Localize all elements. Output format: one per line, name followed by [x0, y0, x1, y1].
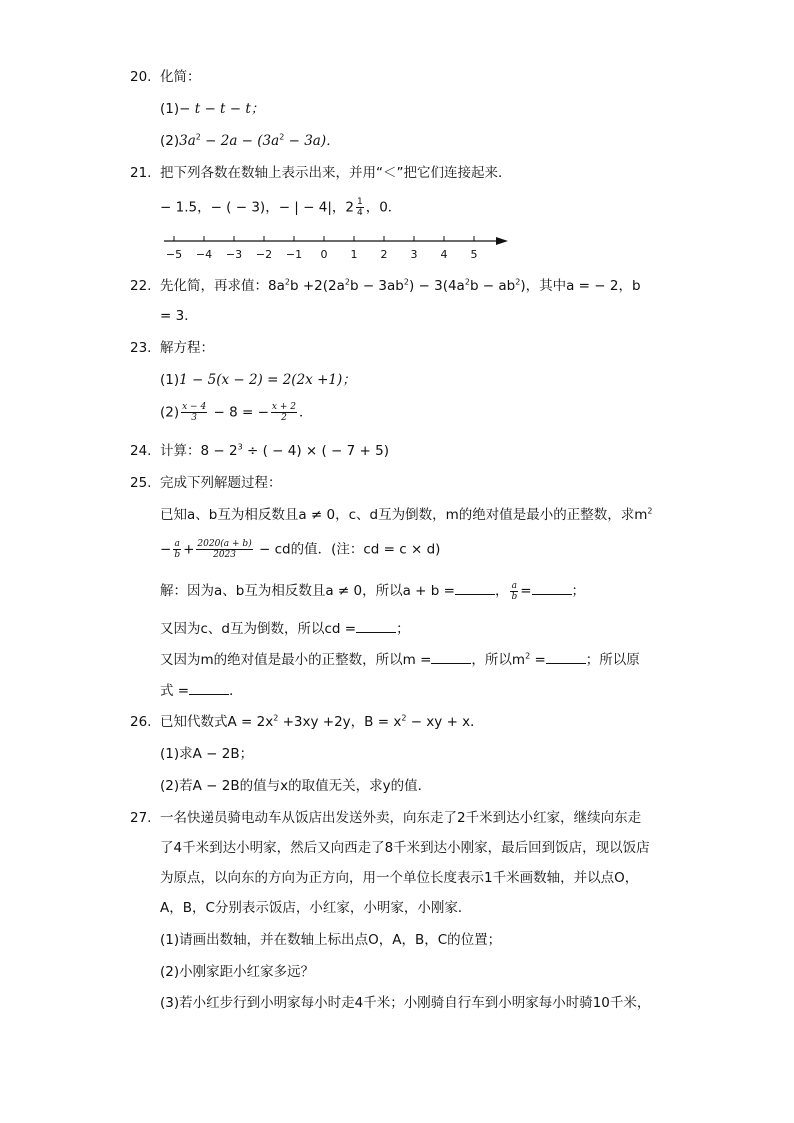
q23-title: 解方程： [160, 340, 214, 356]
q23-frac1-num: x − 4 [182, 402, 207, 412]
q21-numbers [160, 197, 401, 218]
q24-expr [160, 441, 389, 461]
q25-l3-frac-den: b [511, 591, 518, 602]
q21-mixed-frac [356, 197, 364, 218]
q20-part2-a: 3a [179, 133, 196, 149]
q25-blank-5[interactable] [546, 649, 586, 664]
q24-number: 24. [130, 443, 152, 459]
q27-l2: 了4千米到达小明家，然后又向西走了8千米到达小刚家，最后回到饭店，现以饭店 [160, 840, 650, 856]
number-line-tick-label: 3 [410, 248, 418, 261]
q26-part1: (1)求A − 2B； [160, 746, 254, 762]
number-line-arrow [496, 237, 508, 245]
q25-l3-d: ； [571, 583, 586, 599]
q25-l2-c: − cd的值．(注：cd = c × d) [254, 541, 441, 558]
number-line-tick-label: −2 [255, 248, 273, 261]
q22-sup4: 2 [464, 277, 470, 287]
q25-l5-a: 又因为m的绝对值是最小的正整数，所以m = [160, 652, 432, 668]
q20-number: 20. [130, 69, 152, 85]
number-line-tick-label: 0 [320, 248, 328, 261]
q25-l3-a: 解：因为a、b互为相反数且a ≠ 0，所以a + b = [160, 583, 455, 599]
q25-l3-b: ， [494, 583, 509, 599]
q26-expr [160, 712, 484, 732]
q25-line1 [160, 505, 652, 525]
q25-l5-b: ，所以m [471, 652, 526, 668]
q21-number: 21. [130, 165, 152, 181]
q27-l3: 为原点，以向东的方向为正方向，用一个单位长度表示1千米画数轴，并以点O， [160, 870, 639, 886]
q26-b: +3xy +2y，B = x [278, 714, 402, 730]
number-line-tick-label: −4 [195, 248, 213, 261]
q20-part1 [160, 99, 264, 119]
q25-l2-a: − [160, 541, 172, 558]
q22-b: b +2(2a [289, 278, 345, 294]
q21-mixed-num: 1 [356, 197, 363, 207]
q23-frac2 [271, 402, 297, 423]
q27-l1: 一名快递员骑电动车从饭店出发送外卖，向东走了2千米到达小红家，继续向东走 [160, 810, 642, 826]
q22-a: 先化简，再求值：8a [160, 278, 285, 294]
number-line-tick-label: 2 [380, 248, 388, 261]
q25-frac-ab-num: a [174, 539, 180, 549]
number-line-tick-label: −3 [225, 248, 243, 261]
q26-sup2: 2 [401, 713, 407, 723]
q22-c: b − 3ab [349, 278, 404, 294]
q25-l6-b: ． [229, 683, 243, 699]
q21-numbers-b: ，0． [365, 199, 402, 216]
q20-part2 [160, 131, 340, 151]
q22-e: b − ab [469, 278, 516, 294]
q22-sup3: 2 [403, 277, 409, 287]
q25-frac-2020-den: 2023 [213, 550, 236, 560]
q22-sup5: 2 [515, 277, 521, 287]
q25-l4-a: 又因为c、d互为倒数，所以cd = [160, 621, 357, 637]
q25-line4 [160, 618, 410, 639]
q25-l1-text: 已知a、b互为相反数且a ≠ 0，c、d互为倒数，m的绝对值是最小的正整数，求m [160, 507, 648, 523]
q25-l1-sup: 2 [647, 506, 653, 516]
number-line-tick-label: −5 [165, 248, 183, 261]
q27-part3: (3)若小红步行到小明家每小时走4千米；小刚骑自行车到小明家每小时骑10千米， [160, 995, 651, 1011]
q26-c: − xy + x． [406, 714, 484, 730]
q22-sup2: 2 [344, 277, 350, 287]
q20-part1-expr: − t − t − t； [179, 101, 265, 117]
q22-line2: = 3． [160, 308, 198, 324]
q21-mixed-number [345, 197, 365, 218]
q25-frac-ab [173, 539, 181, 560]
q25-title: 完成下列解题过程： [160, 475, 282, 491]
q21-number-line [160, 228, 520, 264]
q25-line2 [160, 539, 440, 560]
q23-frac2-num: x + 2 [271, 402, 296, 412]
q23-frac2-den: 2 [281, 413, 287, 423]
q25-l3-frac [510, 581, 518, 602]
q24-sup: 3 [237, 442, 243, 452]
q25-line5 [160, 649, 640, 670]
q21-numbers-a: − 1.5，− ( − 3)，− | − 4|， [160, 199, 346, 216]
q23-frac1-den: 3 [191, 413, 198, 423]
q22-d: ) − 3(4a [408, 278, 465, 294]
q23-part1-label: (1) [160, 372, 180, 388]
q25-l5-c: = [530, 652, 546, 668]
q24-pre: 计算：8 − 2 [160, 443, 238, 459]
q26-sup1: 2 [273, 713, 279, 723]
q20-part2-c: − 3a)． [284, 133, 340, 149]
q20-part2-b: − 2a − (3a [200, 133, 280, 149]
q23-part2-mid: − 8 = − [209, 404, 269, 421]
number-line-tick-label: 5 [470, 248, 478, 261]
q27-number: 27. [130, 810, 152, 826]
q25-line3 [160, 580, 585, 602]
q25-l3-frac-num: a [511, 580, 517, 591]
q25-l3-c: = [520, 583, 532, 599]
q26-number: 26. [130, 714, 152, 730]
q27-l4: A，B，C分别表示饭店，小红家，小明家，小刚家． [160, 900, 472, 916]
q20-title: 化简： [160, 69, 201, 85]
q27-part2: (2)小刚家距小红家多远？ [160, 964, 315, 980]
q25-blank-3[interactable] [356, 618, 396, 633]
q25-l6-a: 式 = [160, 683, 190, 699]
q26-part2: (2)若A − 2B的值与x的取值无关，求y的值． [160, 778, 432, 794]
q23-part1-expr: 1 − 5(x − 2) = 2(2x +1)； [179, 372, 356, 388]
number-line-tick-label: 4 [440, 248, 448, 261]
number-line-tick-label: 1 [350, 248, 358, 261]
q22-expr [160, 276, 641, 296]
q25-frac-2020 [196, 539, 252, 560]
q23-part1 [160, 370, 356, 390]
q25-blank-1[interactable] [455, 580, 495, 595]
q25-blank-6[interactable] [189, 680, 229, 695]
q24-post: ÷ ( − 4) × ( − 7 + 5) [242, 443, 389, 459]
q25-l5-d: ；所以原 [585, 652, 640, 668]
q20-part1-label: (1) [160, 101, 180, 117]
q20-sup2: 2 [279, 132, 285, 142]
q25-l2-b: + [183, 541, 195, 558]
q21-mixed-den: 4 [356, 208, 363, 218]
q25-l4-b: ； [396, 621, 410, 637]
q25-l5-sup: 2 [525, 651, 531, 661]
q22-number: 22. [130, 278, 152, 294]
q22-f: )，其中a = − 2，b [520, 278, 641, 294]
q20-part2-label: (2) [160, 133, 180, 149]
q25-blank-2[interactable] [532, 580, 572, 595]
q25-blank-4[interactable] [431, 649, 471, 664]
q25-number: 25. [130, 475, 152, 491]
q22-sup1: 2 [284, 277, 290, 287]
q23-part2-end: ． [298, 404, 313, 421]
q23-part2-label: (2) [160, 404, 180, 421]
q21-mixed-whole: 2 [345, 199, 354, 216]
q20-sup1: 2 [195, 132, 201, 142]
q21-title: 把下列各数在数轴上表示出来，并用“＜”把它们连接起来． [160, 165, 512, 181]
q27-part1: (1)请画出数轴，并在数轴上标出点O，A，B，C的位置； [160, 932, 502, 948]
q23-frac1 [181, 402, 207, 423]
q23-number: 23. [130, 340, 152, 356]
q26-a: 已知代数式A = 2x [160, 714, 274, 730]
q25-line6 [160, 680, 243, 701]
q25-frac-ab-den: b [174, 550, 181, 560]
number-line-tick-label: −1 [285, 248, 303, 261]
q23-part2 [160, 402, 312, 423]
q25-frac-2020-num: 2020(a + b) [197, 539, 252, 549]
